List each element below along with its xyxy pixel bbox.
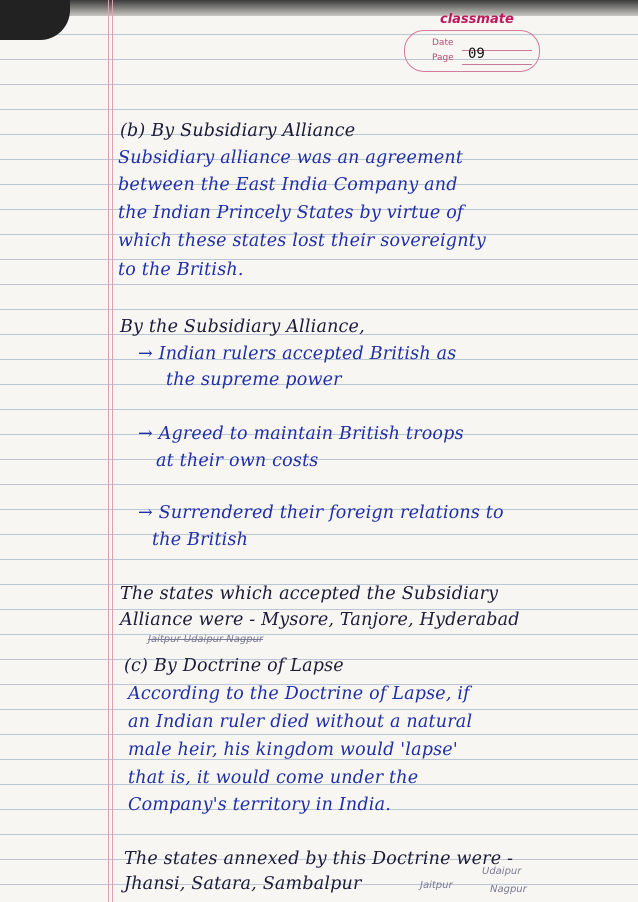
page-label: Page (432, 53, 454, 63)
date-label: Date (432, 38, 454, 48)
lapse-line-1: According to the Doctrine of Lapse, if (128, 684, 470, 704)
page-number: 09 (468, 46, 485, 62)
page-corner (0, 0, 70, 40)
definition-line-2: between the East India Company and (118, 175, 458, 195)
point-1-line-2: the supreme power (166, 370, 342, 390)
lapse-line-3: male heir, his kingdom would 'lapse' (128, 740, 458, 760)
subsidiary-intro: By the Subsidiary Alliance, (120, 317, 365, 337)
states-accepted-line-1: The states which accepted the Subsidiary (120, 584, 499, 604)
page-top-shadow (0, 0, 638, 16)
states-accepted-line-2: Alliance were - Mysore, Tanjore, Hyderabad (120, 610, 520, 630)
lapse-line-5: Company's territory in India. (128, 795, 391, 815)
margin-line-left (108, 0, 109, 902)
page-underline (462, 64, 532, 65)
definition-line-1: Subsidiary alliance was an agreement (118, 148, 464, 168)
definition-line-4: which these states lost their sovereignty (118, 231, 486, 251)
point-3-line-1: → Surrendered their foreign relations to (138, 503, 504, 523)
section-b-heading: (b) By Subsidiary Alliance (120, 121, 356, 141)
annexed-extra-3: Nagpur (490, 884, 527, 895)
margin-line-left-2 (112, 0, 113, 902)
struck-out-note: Jaitpur Udaipur Nagpur (148, 634, 264, 645)
point-2-line-2: at their own costs (156, 451, 319, 471)
point-3-line-2: the British (152, 530, 249, 550)
definition-line-3: the Indian Princely States by virtue of (118, 203, 464, 223)
annexed-extra-1: Jaitpur (420, 880, 453, 891)
section-c-heading: (c) By Doctrine of Lapse (124, 656, 344, 676)
states-annexed-line-1: The states annexed by this Doctrine were - (124, 849, 514, 869)
point-1-line-1: → Indian rulers accepted British as (138, 344, 457, 364)
brand-logo: classmate (440, 12, 514, 27)
lapse-line-4: that is, it would come under the (128, 768, 419, 788)
annexed-extra-2: Udaipur (482, 866, 522, 877)
lapse-line-2: an Indian ruler died without a natural (128, 712, 473, 732)
states-annexed-line-2: Jhansi, Satara, Sambalpur (124, 874, 362, 894)
point-2-line-1: → Agreed to maintain British troops (138, 424, 464, 444)
definition-line-5: to the British. (118, 260, 244, 280)
